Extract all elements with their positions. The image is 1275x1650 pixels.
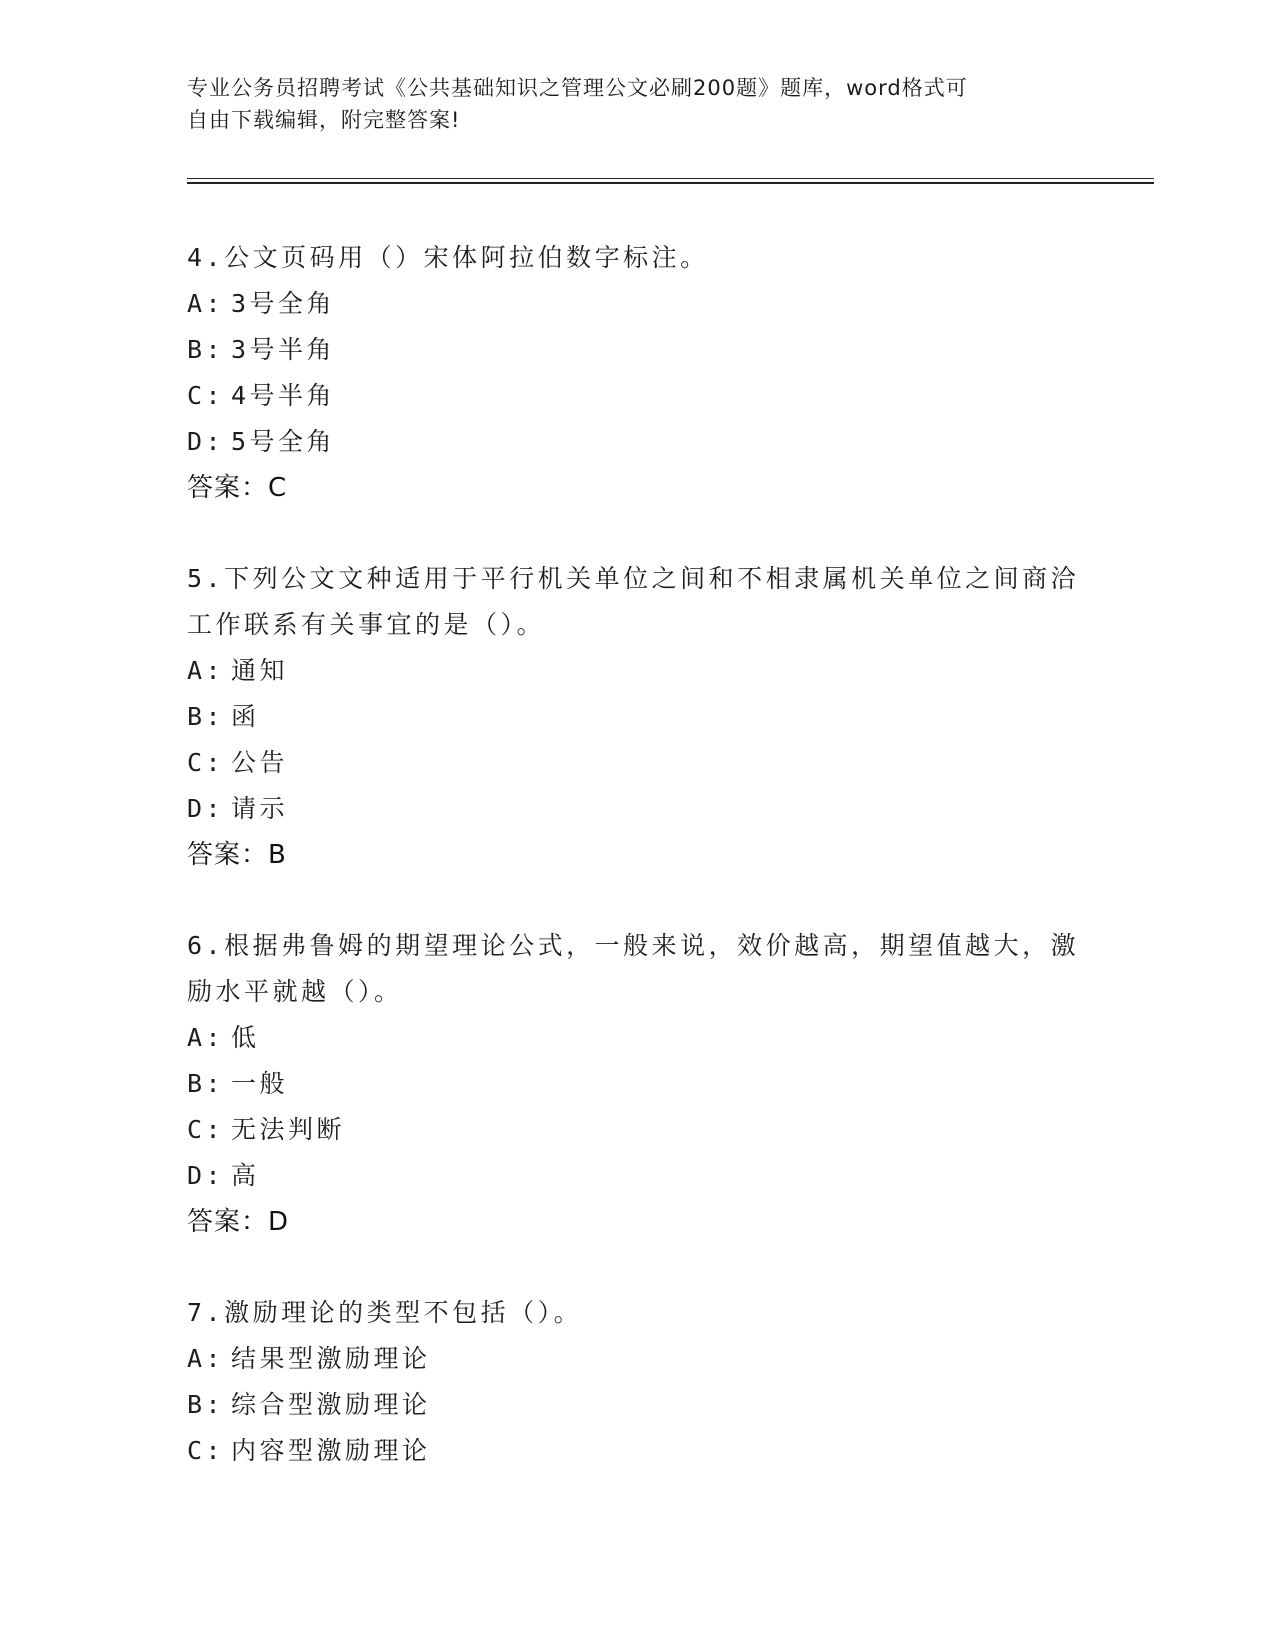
option-b [187, 327, 1087, 373]
option-text: 低 [231, 1023, 260, 1052]
option-letter: A: [187, 289, 225, 318]
option-b [187, 1061, 1087, 1107]
option-letter: B: [187, 702, 225, 731]
option-text: 一般 [231, 1069, 289, 1098]
answer-line: 答案：B [187, 840, 287, 870]
option-text: 3号全角 [231, 289, 336, 318]
header-divider-thick [187, 182, 1154, 184]
question-6 [187, 923, 1087, 1245]
option-text: 公告 [231, 748, 289, 777]
option-letter: C: [187, 748, 225, 777]
option-c [187, 1428, 1087, 1474]
option-letter: D: [187, 1161, 225, 1190]
question-7 [187, 1290, 1087, 1474]
option-letter: A: [187, 1023, 225, 1052]
option-a [187, 648, 1087, 694]
question-text: 4.公文页码用（）宋体阿拉伯数字标注。 [187, 243, 709, 272]
question-list [187, 235, 1087, 1474]
option-b [187, 1382, 1087, 1428]
answer-line: 答案：D [187, 1207, 290, 1237]
option-c [187, 373, 1087, 419]
option-text: 内容型激励理论 [231, 1436, 431, 1465]
option-letter: C: [187, 1115, 225, 1144]
option-letter: B: [187, 335, 225, 364]
question-text: 6.根据弗鲁姆的期望理论公式，一般来说，效价越高，期望值越大，激励水平就越（）。 [187, 931, 1080, 1006]
header-line-1: 专业公务员招聘考试《公共基础知识之管理公文必刷200题》题库，word格式可 [187, 76, 968, 100]
header-line-2: 自由下载编辑，附完整答案! [187, 108, 461, 132]
option-letter: C: [187, 381, 225, 410]
option-letter: D: [187, 427, 225, 456]
option-d [187, 1153, 1087, 1199]
option-d [187, 419, 1087, 465]
option-a [187, 281, 1087, 327]
answer-line: 答案：C [187, 473, 288, 503]
option-a [187, 1336, 1087, 1382]
option-text: 高 [231, 1161, 260, 1190]
option-text: 3号半角 [231, 335, 336, 364]
option-letter: B: [187, 1390, 225, 1419]
document-header [187, 72, 1067, 136]
header-divider-thin [187, 178, 1154, 179]
option-text: 通知 [231, 656, 289, 685]
option-c [187, 1107, 1087, 1153]
option-text: 无法判断 [231, 1115, 346, 1144]
option-letter: A: [187, 656, 225, 685]
option-text: 5号全角 [231, 427, 336, 456]
question-4 [187, 235, 1087, 511]
option-a [187, 1015, 1087, 1061]
option-letter: A: [187, 1344, 225, 1373]
question-text: 5.下列公文文种适用于平行机关单位之间和不相隶属机关单位之间商洽工作联系有关事宜的是（）。 [187, 564, 1080, 639]
option-d [187, 786, 1087, 832]
option-text: 结果型激励理论 [231, 1344, 431, 1373]
option-text: 4号半角 [231, 381, 336, 410]
question-text: 7.激励理论的类型不包括（）。 [187, 1298, 583, 1327]
question-5 [187, 556, 1087, 878]
option-b [187, 694, 1087, 740]
option-text: 综合型激励理论 [231, 1390, 431, 1419]
option-letter: D: [187, 794, 225, 823]
option-text: 请示 [231, 794, 289, 823]
option-letter: B: [187, 1069, 225, 1098]
option-c [187, 740, 1087, 786]
option-text: 函 [231, 702, 260, 731]
option-letter: C: [187, 1436, 225, 1465]
